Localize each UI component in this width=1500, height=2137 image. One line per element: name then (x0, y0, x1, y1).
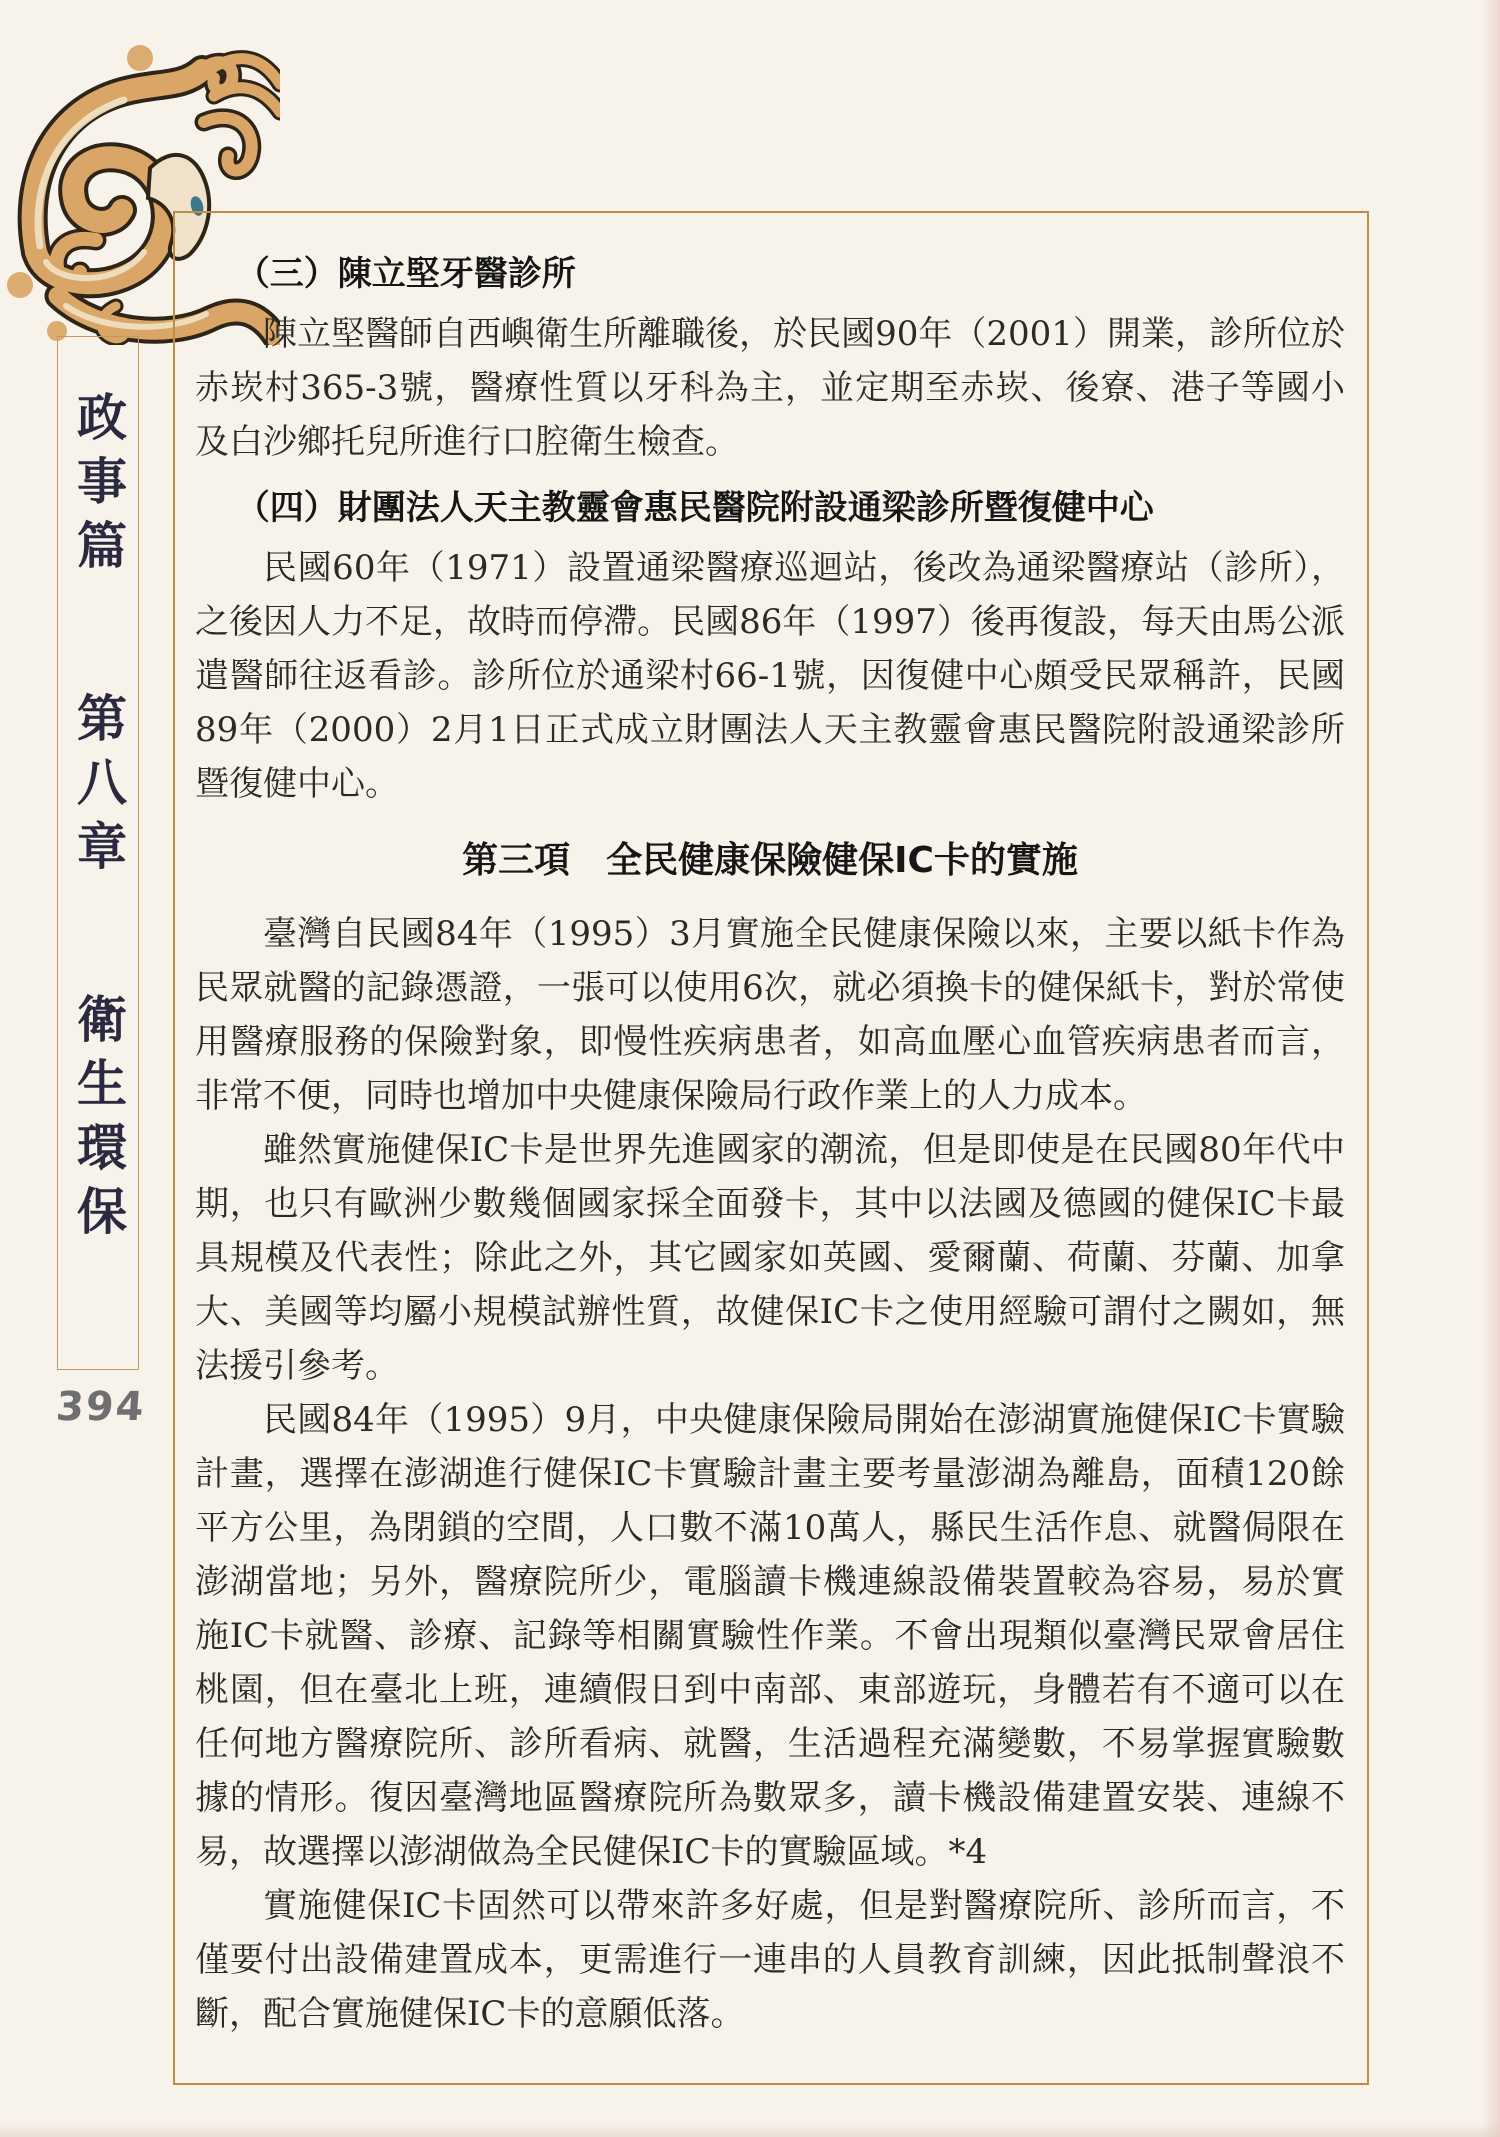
sidebar-section-label: 政事篇 (69, 391, 128, 583)
chapter-sidebar (57, 336, 139, 1370)
page-number: 394 (54, 1384, 148, 1430)
paragraph: 臺灣自民國84年（1995）3月實施全民健康保險以來，主要以紙卡作為民眾就醫的記錄憑證，一張可以使用6次，就必須換卡的健保紙卡，對於常使用醫療服務的保險對象，即慢性疾病患者，如高血壓心血管疾病患者而言，非常不便，同時也增加中央健康保險局行政作業上的人力成本。 (195, 914, 1345, 1116)
subsection-heading: （三）陳立堅牙醫診所 (235, 254, 576, 294)
subsection-heading: （四）財團法人天主教靈會惠民醫院附設通梁診所暨復健中心 (235, 488, 1154, 528)
paragraph: 實施健保IC卡固然可以帶來許多好處，但是對醫療院所、診所而言，不僅要付出設備建置成本，更需進行一連串的人員教育訓練，因此抵制聲浪不斷，配合實施健保IC卡的意願低落。 (195, 1886, 1345, 2034)
sidebar-chapter-label: 第八章 (69, 692, 128, 884)
scan-edge-tint (0, 2123, 1500, 2137)
chapter-sidebar-text (62, 391, 134, 1249)
content-frame (173, 211, 1369, 2085)
paragraph: 陳立堅醫師自西嶼衛生所離職後，於民國90年（2001）開業，診所位於赤崁村365-3號，醫療性質以牙科為主，並定期至赤崁、後寮、港子等國小及白沙鄉托兒所進行口腔衛生檢查。 (195, 314, 1345, 462)
content-area (175, 213, 1367, 2041)
paragraph: 民國84年（1995）9月，中央健康保險局開始在澎湖實施健保IC卡實驗計畫，選擇在澎湖進行健保IC卡實驗計畫主要考量澎湖為離島，面積120餘平方公里，為閉鎖的空間，人口數不滿10萬人，縣民生活作息、就醫侷限在澎湖當地；另外，醫療院所少，電腦讀卡機連線設備裝置較為容易，易於實施IC卡就醫、診療、記錄等相關實驗性作業。不會出現類似臺灣民眾會居住桃園，但在臺北上班，連續假日到中南部、東部遊玩，身體若有不適可以在任何地方醫療院所、診所看病、就醫，生活過程充滿變數，不易掌握實驗數據的情形。復因臺灣地區醫療院所為數眾多，讀卡機設備建置安裝、連線不易，故選擇以澎湖做為全民健保IC卡的實驗區域。*4 (195, 1400, 1345, 1872)
section-heading: 第三項 全民健康保險健保IC卡的實施 (462, 840, 1078, 881)
paragraph: 雖然實施健保IC卡是世界先進國家的潮流，但是即使是在民國80年代中期，也只有歐洲少數幾個國家採全面發卡，其中以法國及德國的健保IC卡最具規模及代表性；除此之外，其它國家如英國、愛爾蘭、荷蘭、芬蘭、加拿大、美國等均屬小規模試辦性質，故健保IC卡之使用經驗可謂付之闕如，無法援引參考。 (195, 1130, 1345, 1386)
scan-edge-tint (1482, 0, 1500, 2137)
sidebar-topic-label: 衛生環保 (69, 993, 128, 1249)
paragraph: 民國60年（1971）設置通梁醫療巡迴站，後改為通梁醫療站（診所），之後因人力不足，故時而停滯。民國86年（1997）後再復設，每天由馬公派遣醫師往返看診。診所位於通梁村66-1號，因復健中心頗受民眾稱許，民國89年（2000）2月1日正式成立財團法人天主教靈會惠民醫院附設通梁診所暨復健中心。 (195, 548, 1345, 804)
